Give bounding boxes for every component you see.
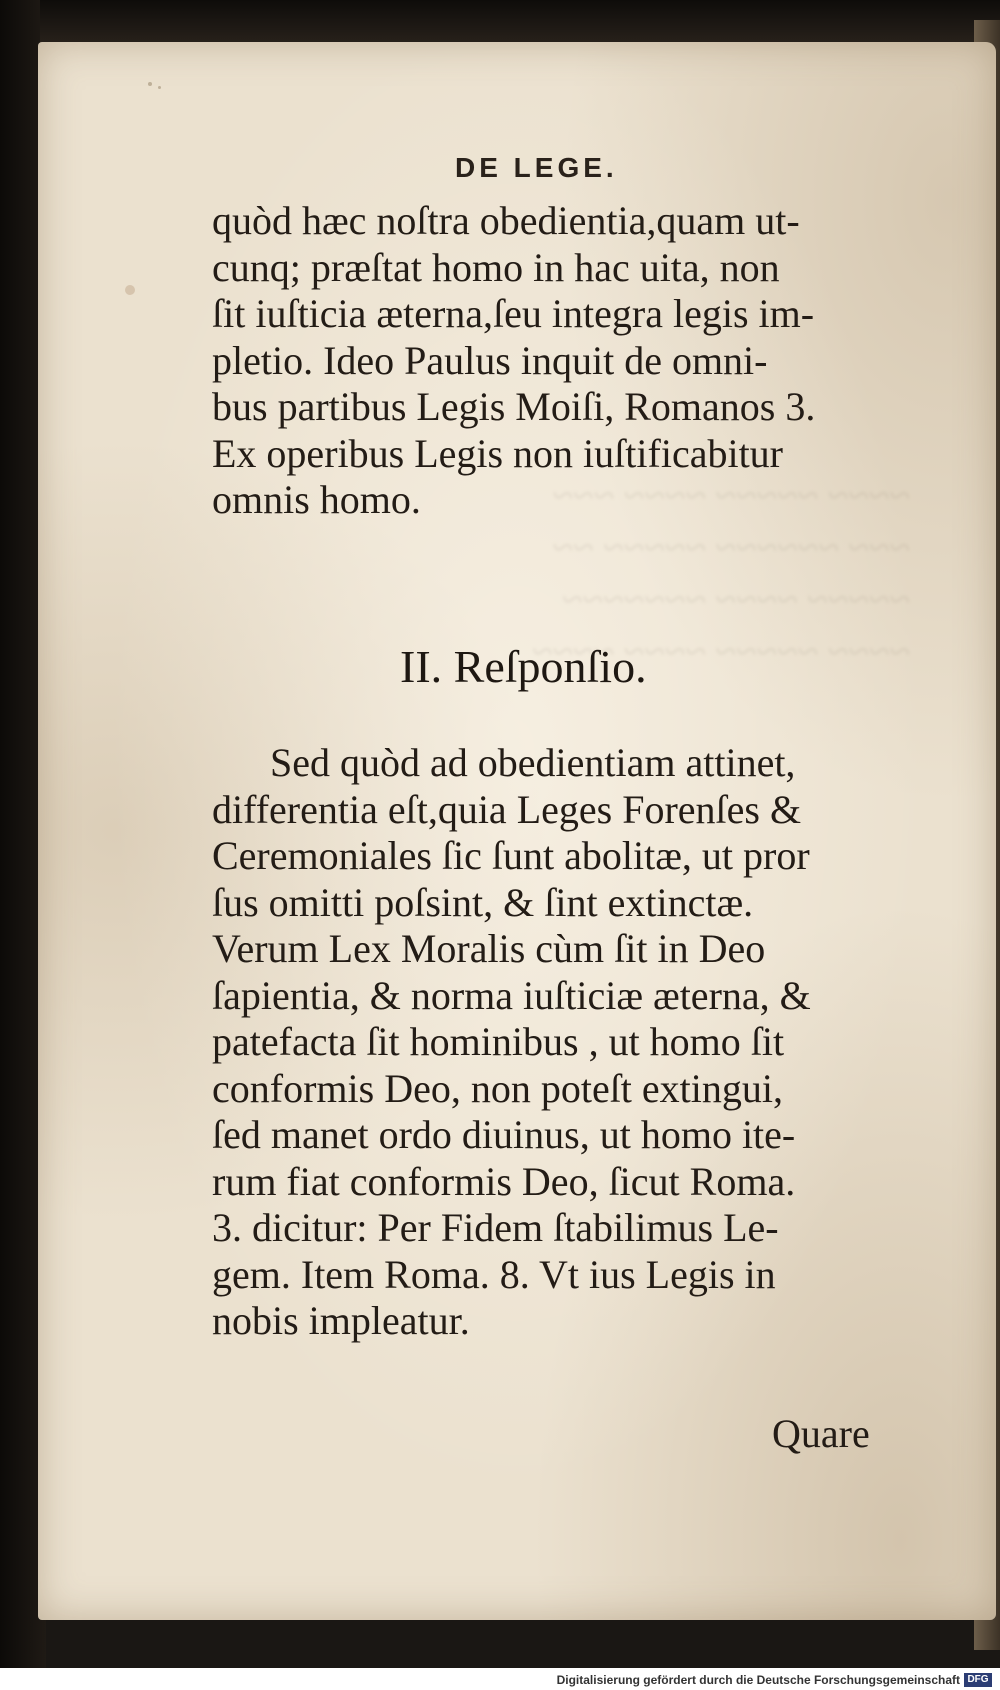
paragraph-1 (212, 198, 912, 524)
paper-stain (125, 285, 135, 295)
text-line: omnis homo. (212, 477, 421, 522)
paragraph-2 (212, 740, 912, 1345)
paper-speck (158, 86, 161, 89)
text-line: Verum Lex Moralis cùm ſit in Deo (212, 926, 766, 971)
catchword: Quare (772, 1411, 870, 1456)
text-line: Ceremoniales ſic ſunt abolitæ, ut pror (212, 833, 810, 878)
footer-credit: Digitalisierung gefördert durch die Deutsche Forschungsgemeinschaft (556, 1673, 960, 1687)
text-line: Ex operibus Legis non iuſtificabitur (212, 430, 783, 476)
text-line: ſapientia, & norma iuſticiæ æterna, & (212, 972, 811, 1018)
running-head: DE LEGE. (455, 152, 618, 183)
footer-bar (0, 1668, 1000, 1690)
text-line: conformis Deo, non poteſt extingui, (212, 1065, 784, 1111)
text-line: patefacta ſit hominibus , ut homo ſit (212, 1019, 785, 1064)
text-line: cunq; præſtat homo in hac uita, non (212, 244, 780, 290)
text-line: 3. dicitur: Per Fidem ſtabilimus Le- (212, 1205, 779, 1250)
paper-speck (148, 82, 152, 86)
show-through-text: ~~~~ ~~~~~ ~~~~ ~~~ ~~~ ~~~~~~ ~~~~~ ~~ ~~~~~ ~~~~ ~~~~~~~ ~~~~ ~~~~~ ~~~~ ~~~~ (532, 475, 910, 673)
text-line: rum fiat conformis Deo, ſicut Roma. (212, 1158, 796, 1204)
section-heading: II. Reſponſio. (400, 641, 647, 692)
text-line: ſit iuſticia æterna,ſeu integra legis im- (212, 291, 815, 336)
text-line: pletio. Ideo Paulus inquit de omni- (212, 337, 768, 383)
text-line: bus partibus Legis Moiſi, Romanos 3. (212, 384, 816, 429)
book-top-edge (40, 0, 1000, 48)
text-line: ſed manet ordo diuinus, ut homo ite- (212, 1112, 796, 1157)
text-line: gem. Item Roma. 8. Vt ius Legis in (212, 1251, 776, 1297)
text-line: nobis impleatur. (212, 1298, 470, 1343)
text-line: ſus omitti poſsint, & ſint extinctæ. (212, 879, 754, 925)
text-line: Sed quòd ad obedientiam attinet, (270, 740, 796, 785)
dfg-logo: DFG (964, 1673, 992, 1687)
text-line: differentia eſt,quia Leges Forenſes & (212, 786, 802, 832)
text-line: quòd hæc noſtra obedientia,quam ut- (212, 198, 800, 243)
